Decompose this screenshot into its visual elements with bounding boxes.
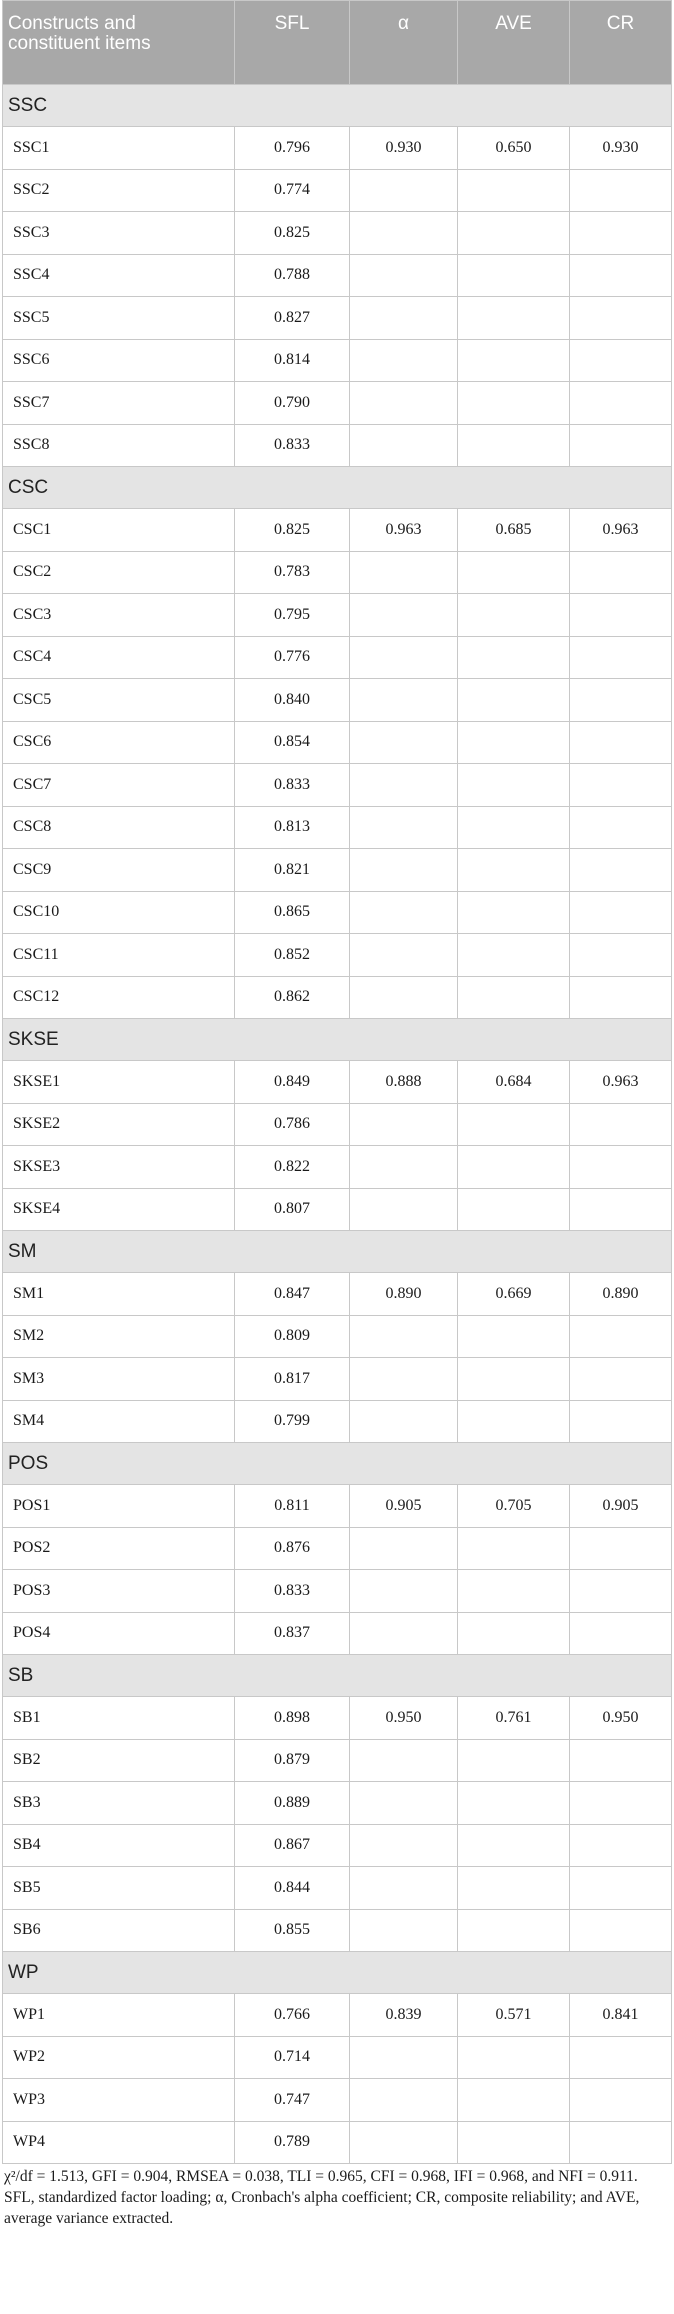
- ave-value: [458, 551, 570, 594]
- table-row: [3, 1188, 672, 1231]
- cr-value: [570, 2036, 672, 2079]
- sfl-value: 0.774: [235, 169, 350, 212]
- sfl-value: 0.844: [235, 1867, 350, 1910]
- cr-value: [570, 891, 672, 934]
- table-row: [3, 764, 672, 807]
- sfl-value: 0.825: [235, 509, 350, 552]
- alpha-value: [350, 636, 458, 679]
- cr-value: 0.890: [570, 1273, 672, 1316]
- ave-value: [458, 1782, 570, 1825]
- sfl-value: 0.786: [235, 1103, 350, 1146]
- construct-label: SSC: [3, 85, 672, 127]
- cr-value: 0.963: [570, 1061, 672, 1104]
- alpha-value: [350, 1824, 458, 1867]
- sfl-value: 0.825: [235, 212, 350, 255]
- table-row: [3, 212, 672, 255]
- table-row: [3, 1527, 672, 1570]
- ave-value: [458, 1909, 570, 1952]
- table-row: [3, 934, 672, 977]
- item-name: SM4: [3, 1400, 235, 1443]
- alpha-value: 0.963: [350, 509, 458, 552]
- ave-value: [458, 891, 570, 934]
- sfl-value: 0.854: [235, 721, 350, 764]
- sfl-value: 0.833: [235, 764, 350, 807]
- cr-value: [570, 1782, 672, 1825]
- section-row-csc: [3, 467, 672, 509]
- cr-value: [570, 424, 672, 467]
- table-row: [3, 169, 672, 212]
- item-name: SSC5: [3, 297, 235, 340]
- item-name: SSC7: [3, 382, 235, 425]
- table-row: [3, 849, 672, 892]
- sfl-value: 0.809: [235, 1315, 350, 1358]
- cr-value: [570, 297, 672, 340]
- cr-value: [570, 934, 672, 977]
- table-footnotes: [0, 2164, 662, 2229]
- sfl-value: 0.833: [235, 424, 350, 467]
- ave-value: [458, 382, 570, 425]
- item-name: SB6: [3, 1909, 235, 1952]
- sfl-value: 0.879: [235, 1739, 350, 1782]
- table-row: [3, 1061, 672, 1104]
- sfl-value: 0.783: [235, 551, 350, 594]
- table-row: [3, 382, 672, 425]
- cr-value: [570, 1824, 672, 1867]
- alpha-value: [350, 1527, 458, 1570]
- table-row: [3, 2079, 672, 2122]
- ave-value: [458, 849, 570, 892]
- sfl-value: 0.776: [235, 636, 350, 679]
- construct-label: SKSE: [3, 1019, 672, 1061]
- table-body: [3, 85, 672, 2164]
- item-name: SB5: [3, 1867, 235, 1910]
- ave-value: 0.705: [458, 1485, 570, 1528]
- alpha-value: [350, 934, 458, 977]
- ave-value: [458, 169, 570, 212]
- ave-value: 0.669: [458, 1273, 570, 1316]
- alpha-value: 0.888: [350, 1061, 458, 1104]
- cr-value: [570, 382, 672, 425]
- item-name: CSC4: [3, 636, 235, 679]
- construct-label: SB: [3, 1655, 672, 1697]
- cr-value: [570, 1570, 672, 1613]
- sfl-value: 0.714: [235, 2036, 350, 2079]
- alpha-value: [350, 1570, 458, 1613]
- ave-value: [458, 212, 570, 255]
- item-name: CSC5: [3, 679, 235, 722]
- cr-value: [570, 1867, 672, 1910]
- section-row-sb: [3, 1655, 672, 1697]
- cr-value: [570, 806, 672, 849]
- ave-value: [458, 934, 570, 977]
- header-ave: AVE: [458, 1, 570, 85]
- sfl-value: 0.898: [235, 1697, 350, 1740]
- item-name: SKSE2: [3, 1103, 235, 1146]
- sfl-value: 0.852: [235, 934, 350, 977]
- sfl-value: 0.747: [235, 2079, 350, 2122]
- alpha-value: [350, 2121, 458, 2164]
- sfl-value: 0.766: [235, 1994, 350, 2037]
- sfl-value: 0.796: [235, 127, 350, 170]
- sfl-value: 0.814: [235, 339, 350, 382]
- table-row: [3, 721, 672, 764]
- sfl-value: 0.822: [235, 1146, 350, 1189]
- ave-value: [458, 764, 570, 807]
- item-name: SB3: [3, 1782, 235, 1825]
- item-name: CSC12: [3, 976, 235, 1019]
- alpha-value: [350, 424, 458, 467]
- ave-value: [458, 636, 570, 679]
- item-name: SSC3: [3, 212, 235, 255]
- abbreviations-note: SFL, standardized factor loading; α, Cronbach's alpha coefficient; CR, composite reliability; and AVE, average variance extracted.: [4, 2189, 640, 2227]
- item-name: SB1: [3, 1697, 235, 1740]
- sfl-value: 0.855: [235, 1909, 350, 1952]
- cr-value: [570, 1739, 672, 1782]
- cr-value: [570, 254, 672, 297]
- alpha-value: [350, 382, 458, 425]
- ave-value: 0.685: [458, 509, 570, 552]
- table-row: [3, 339, 672, 382]
- item-name: WP4: [3, 2121, 235, 2164]
- cr-value: [570, 1358, 672, 1401]
- cr-value: [570, 212, 672, 255]
- item-name: SB2: [3, 1739, 235, 1782]
- table-row: [3, 1315, 672, 1358]
- sfl-value: 0.865: [235, 891, 350, 934]
- ave-value: [458, 254, 570, 297]
- ave-value: [458, 297, 570, 340]
- alpha-value: [350, 1739, 458, 1782]
- sfl-value: 0.788: [235, 254, 350, 297]
- ave-value: [458, 1188, 570, 1231]
- construct-label: WP: [3, 1952, 672, 1994]
- ave-value: [458, 1315, 570, 1358]
- sfl-value: 0.840: [235, 679, 350, 722]
- cr-value: [570, 1315, 672, 1358]
- alpha-value: [350, 806, 458, 849]
- item-name: CSC7: [3, 764, 235, 807]
- item-name: SM2: [3, 1315, 235, 1358]
- sfl-value: 0.876: [235, 1527, 350, 1570]
- sfl-value: 0.811: [235, 1485, 350, 1528]
- item-name: WP2: [3, 2036, 235, 2079]
- cr-value: 0.905: [570, 1485, 672, 1528]
- sfl-value: 0.867: [235, 1824, 350, 1867]
- ave-value: [458, 1612, 570, 1655]
- ave-value: [458, 1739, 570, 1782]
- measurement-model-table: [2, 0, 672, 2164]
- cr-value: [570, 976, 672, 1019]
- alpha-value: [350, 2036, 458, 2079]
- cr-value: [570, 1909, 672, 1952]
- ave-value: [458, 1103, 570, 1146]
- alpha-value: 0.890: [350, 1273, 458, 1316]
- ave-value: [458, 976, 570, 1019]
- alpha-value: [350, 1782, 458, 1825]
- alpha-value: [350, 764, 458, 807]
- sfl-value: 0.847: [235, 1273, 350, 1316]
- table-row: [3, 806, 672, 849]
- item-name: CSC10: [3, 891, 235, 934]
- item-name: CSC11: [3, 934, 235, 977]
- section-row-sm: [3, 1231, 672, 1273]
- table-row: [3, 1782, 672, 1825]
- table-row: [3, 297, 672, 340]
- ave-value: [458, 806, 570, 849]
- ave-value: [458, 339, 570, 382]
- item-name: SM3: [3, 1358, 235, 1401]
- ave-value: 0.684: [458, 1061, 570, 1104]
- item-name: SM1: [3, 1273, 235, 1316]
- sfl-value: 0.799: [235, 1400, 350, 1443]
- header-constructs: Constructs and constituent items: [3, 1, 235, 85]
- section-row-ssc: [3, 85, 672, 127]
- ave-value: [458, 1400, 570, 1443]
- alpha-value: 0.839: [350, 1994, 458, 2037]
- item-name: SB4: [3, 1824, 235, 1867]
- cr-value: [570, 721, 672, 764]
- sfl-value: 0.837: [235, 1612, 350, 1655]
- table-row: [3, 1909, 672, 1952]
- cr-value: [570, 169, 672, 212]
- construct-label: CSC: [3, 467, 672, 509]
- alpha-value: [350, 849, 458, 892]
- table-row: [3, 424, 672, 467]
- ave-value: [458, 1570, 570, 1613]
- cr-value: [570, 849, 672, 892]
- item-name: CSC8: [3, 806, 235, 849]
- item-name: SSC4: [3, 254, 235, 297]
- sfl-value: 0.790: [235, 382, 350, 425]
- sfl-value: 0.889: [235, 1782, 350, 1825]
- table-row: [3, 2036, 672, 2079]
- alpha-value: [350, 1358, 458, 1401]
- alpha-value: [350, 1146, 458, 1189]
- item-name: SSC8: [3, 424, 235, 467]
- ave-value: [458, 424, 570, 467]
- table-row: [3, 1400, 672, 1443]
- alpha-value: [350, 1188, 458, 1231]
- cr-value: [570, 764, 672, 807]
- table-row: [3, 1994, 672, 2037]
- alpha-value: [350, 594, 458, 637]
- table-row: [3, 1485, 672, 1528]
- ave-value: [458, 1867, 570, 1910]
- table-row: [3, 1146, 672, 1189]
- item-name: POS1: [3, 1485, 235, 1528]
- item-name: CSC1: [3, 509, 235, 552]
- alpha-value: [350, 1867, 458, 1910]
- alpha-value: [350, 891, 458, 934]
- alpha-value: 0.950: [350, 1697, 458, 1740]
- cr-value: 0.930: [570, 127, 672, 170]
- item-name: SSC6: [3, 339, 235, 382]
- table-row: [3, 594, 672, 637]
- ave-value: [458, 2036, 570, 2079]
- alpha-value: [350, 339, 458, 382]
- ave-value: [458, 2121, 570, 2164]
- cr-value: [570, 1400, 672, 1443]
- alpha-value: [350, 1103, 458, 1146]
- alpha-value: [350, 1909, 458, 1952]
- alpha-value: [350, 976, 458, 1019]
- sfl-value: 0.862: [235, 976, 350, 1019]
- sfl-value: 0.789: [235, 2121, 350, 2164]
- section-row-wp: [3, 1952, 672, 1994]
- ave-value: [458, 1527, 570, 1570]
- ave-value: [458, 721, 570, 764]
- item-name: CSC6: [3, 721, 235, 764]
- alpha-value: [350, 721, 458, 764]
- sfl-value: 0.813: [235, 806, 350, 849]
- sfl-value: 0.827: [235, 297, 350, 340]
- table-row: [3, 976, 672, 1019]
- section-row-pos: [3, 1443, 672, 1485]
- header-row: [3, 1, 672, 85]
- table-row: [3, 1824, 672, 1867]
- ave-value: [458, 1358, 570, 1401]
- cr-value: 0.950: [570, 1697, 672, 1740]
- alpha-value: [350, 1400, 458, 1443]
- item-name: WP3: [3, 2079, 235, 2122]
- sfl-value: 0.821: [235, 849, 350, 892]
- cr-value: [570, 1188, 672, 1231]
- header-cr: CR: [570, 1, 672, 85]
- ave-value: [458, 1824, 570, 1867]
- header-sfl: SFL: [235, 1, 350, 85]
- cr-value: [570, 2121, 672, 2164]
- table-row: [3, 2121, 672, 2164]
- ave-value: [458, 679, 570, 722]
- ave-value: 0.650: [458, 127, 570, 170]
- item-name: POS4: [3, 1612, 235, 1655]
- ave-value: 0.761: [458, 1697, 570, 1740]
- cr-value: [570, 551, 672, 594]
- table-row: [3, 1867, 672, 1910]
- table-row: [3, 1612, 672, 1655]
- section-row-skse: [3, 1019, 672, 1061]
- construct-label: POS: [3, 1443, 672, 1485]
- table-row: [3, 1358, 672, 1401]
- table-row: [3, 551, 672, 594]
- alpha-value: 0.905: [350, 1485, 458, 1528]
- item-name: POS2: [3, 1527, 235, 1570]
- alpha-value: [350, 679, 458, 722]
- ave-value: [458, 1146, 570, 1189]
- header-alpha: α: [350, 1, 458, 85]
- cr-value: 0.963: [570, 509, 672, 552]
- sfl-value: 0.817: [235, 1358, 350, 1401]
- alpha-value: [350, 297, 458, 340]
- table-row: [3, 509, 672, 552]
- table-row: [3, 127, 672, 170]
- table-row: [3, 1739, 672, 1782]
- table-row: [3, 679, 672, 722]
- item-name: CSC2: [3, 551, 235, 594]
- sfl-value: 0.849: [235, 1061, 350, 1104]
- table-row: [3, 1570, 672, 1613]
- alpha-value: [350, 1315, 458, 1358]
- sfl-value: 0.795: [235, 594, 350, 637]
- ave-value: 0.571: [458, 1994, 570, 2037]
- table-row: [3, 254, 672, 297]
- cr-value: [570, 339, 672, 382]
- item-name: WP1: [3, 1994, 235, 2037]
- sfl-value: 0.807: [235, 1188, 350, 1231]
- cr-value: [570, 1527, 672, 1570]
- cr-value: [570, 594, 672, 637]
- item-name: SSC2: [3, 169, 235, 212]
- cr-value: [570, 1103, 672, 1146]
- cr-value: [570, 1146, 672, 1189]
- cr-value: 0.841: [570, 1994, 672, 2037]
- item-name: SKSE4: [3, 1188, 235, 1231]
- alpha-value: [350, 1612, 458, 1655]
- table-row: [3, 1103, 672, 1146]
- alpha-value: [350, 551, 458, 594]
- table-row: [3, 636, 672, 679]
- alpha-value: [350, 212, 458, 255]
- cr-value: [570, 679, 672, 722]
- ave-value: [458, 594, 570, 637]
- alpha-value: [350, 2079, 458, 2122]
- cr-value: [570, 1612, 672, 1655]
- item-name: POS3: [3, 1570, 235, 1613]
- sfl-value: 0.833: [235, 1570, 350, 1613]
- fit-indices-note: χ²/df = 1.513, GFI = 0.904, RMSEA = 0.038, TLI = 0.965, CFI = 0.968, IFI = 0.968, and NFI = 0.911.: [4, 2168, 638, 2185]
- item-name: SKSE1: [3, 1061, 235, 1104]
- alpha-value: [350, 169, 458, 212]
- item-name: SKSE3: [3, 1146, 235, 1189]
- item-name: CSC3: [3, 594, 235, 637]
- item-name: CSC9: [3, 849, 235, 892]
- table-row: [3, 1697, 672, 1740]
- cr-value: [570, 2079, 672, 2122]
- ave-value: [458, 2079, 570, 2122]
- table-row: [3, 891, 672, 934]
- cr-value: [570, 636, 672, 679]
- alpha-value: [350, 254, 458, 297]
- table-row: [3, 1273, 672, 1316]
- construct-label: SM: [3, 1231, 672, 1273]
- alpha-value: 0.930: [350, 127, 458, 170]
- item-name: SSC1: [3, 127, 235, 170]
